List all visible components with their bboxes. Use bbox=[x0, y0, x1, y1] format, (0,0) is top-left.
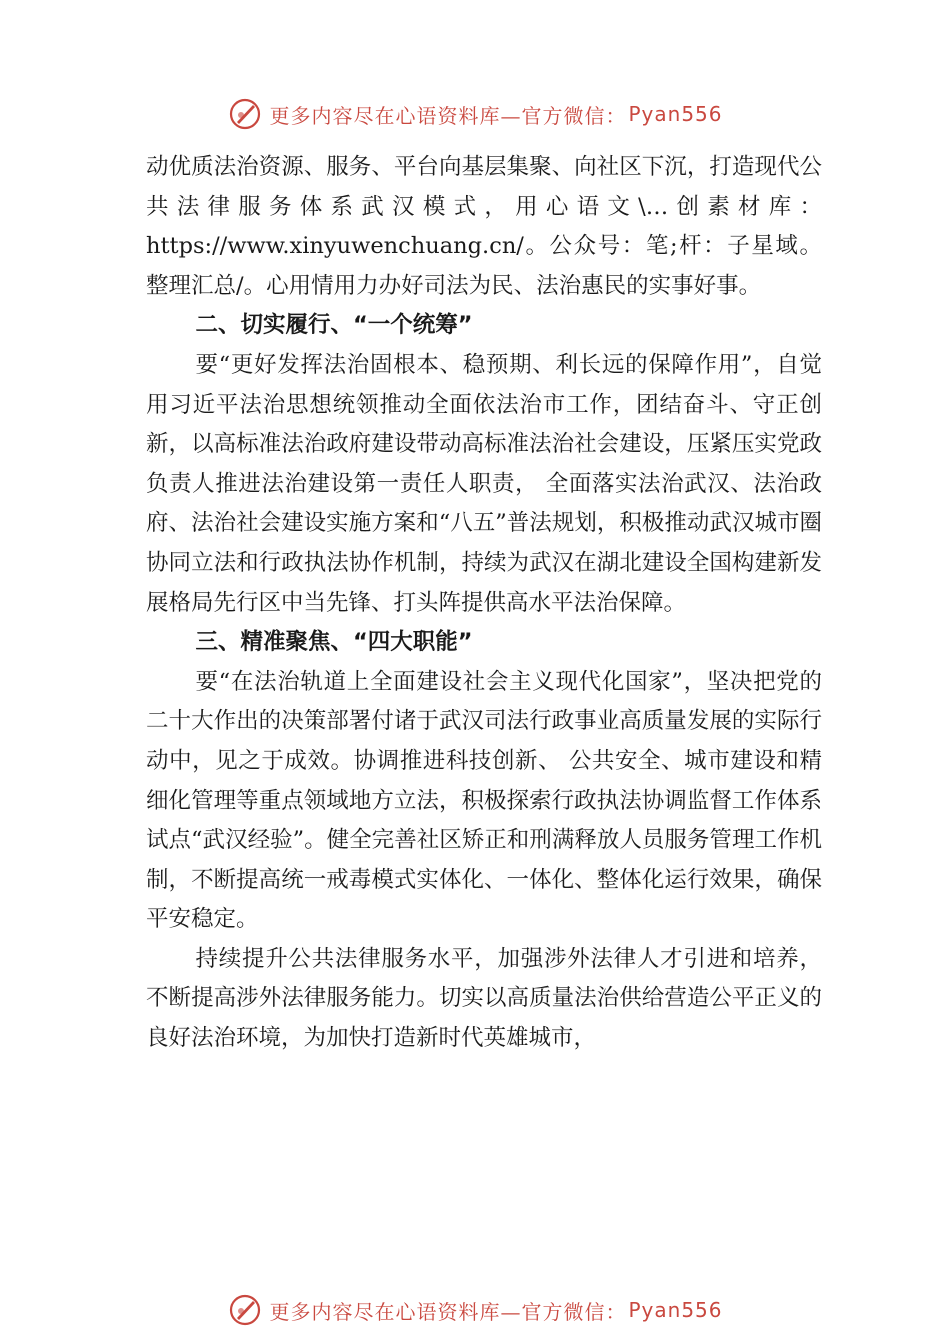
watermark-text: 更多内容尽在心语资料库—官方微信： bbox=[269, 1299, 627, 1324]
section-heading-3: 三、精准聚焦、“四大职能” bbox=[195, 629, 473, 656]
header-watermark bbox=[0, 94, 950, 134]
quill-seal-icon bbox=[227, 1292, 263, 1328]
paragraph-4: 持续提升公共法律服务水平，加强涉外法律人才引进和培养，不断提高涉外法律服务能力。切实以高质量法治供给营造公平正义的良好法治环境，为加快打造新时代英雄城市， bbox=[146, 945, 822, 1052]
document-body bbox=[146, 148, 822, 1059]
paragraph-1: 动优质法治资源、服务、平台向基层集聚、向社区下沉，打造现代公共法律服务体系武汉模式，用心语文\…创素材库：https://www.xinyuwenchuang.cn/。公众号：笔;杆：子星域。整理汇总/。心用情用力办好司法为民、法治惠民的实事好事。 bbox=[146, 154, 822, 299]
quill-seal-icon bbox=[227, 96, 263, 132]
paragraph-2: 要“更好发挥法治固根本、稳预期、利长远的保障作用”，自觉用习近平法治思想统领推动全面依法治市工作，团结奋斗、守正创新，以高标准法治政府建设带动高标准法治社会建设，压紧压实党政负责人推进法治建设第一责任人职责， 全面落实法治武汉、法治政府、法治社会建设实施方案和“八五”普法规划，积极推动武汉城市圈协同立法和行政执法协作机制，持续为武汉在湖北建设全国构建新发展格局先行区中当先锋、打头阵提供高水平法治保障。 bbox=[146, 351, 822, 616]
watermark-contact: Pyan556 bbox=[628, 1298, 723, 1322]
paragraph-3: 要“在法治轨道上全面建设社会主义现代化国家”，坚决把党的二十大作出的决策部署付诸于武汉司法行政事业高质量发展的实际行动中，见之于成效。协调推进科技创新、 公共安全、城市建设和精细化管理等重点领域地方立法，积极探索行政执法协调监督工作体系试点“武汉经验”。健全完善社区矫正和刑满释放人员服务管理工作机制，不断提高统一戒毒模式实体化、一体化、整体化运行效果，确保平安稳定。 bbox=[146, 668, 822, 933]
watermark-text: 更多内容尽在心语资料库—官方微信： bbox=[269, 103, 627, 128]
section-heading-2: 二、切实履行、“一个统筹” bbox=[195, 312, 473, 339]
watermark-contact: Pyan556 bbox=[628, 102, 723, 126]
footer-watermark bbox=[0, 1290, 950, 1330]
